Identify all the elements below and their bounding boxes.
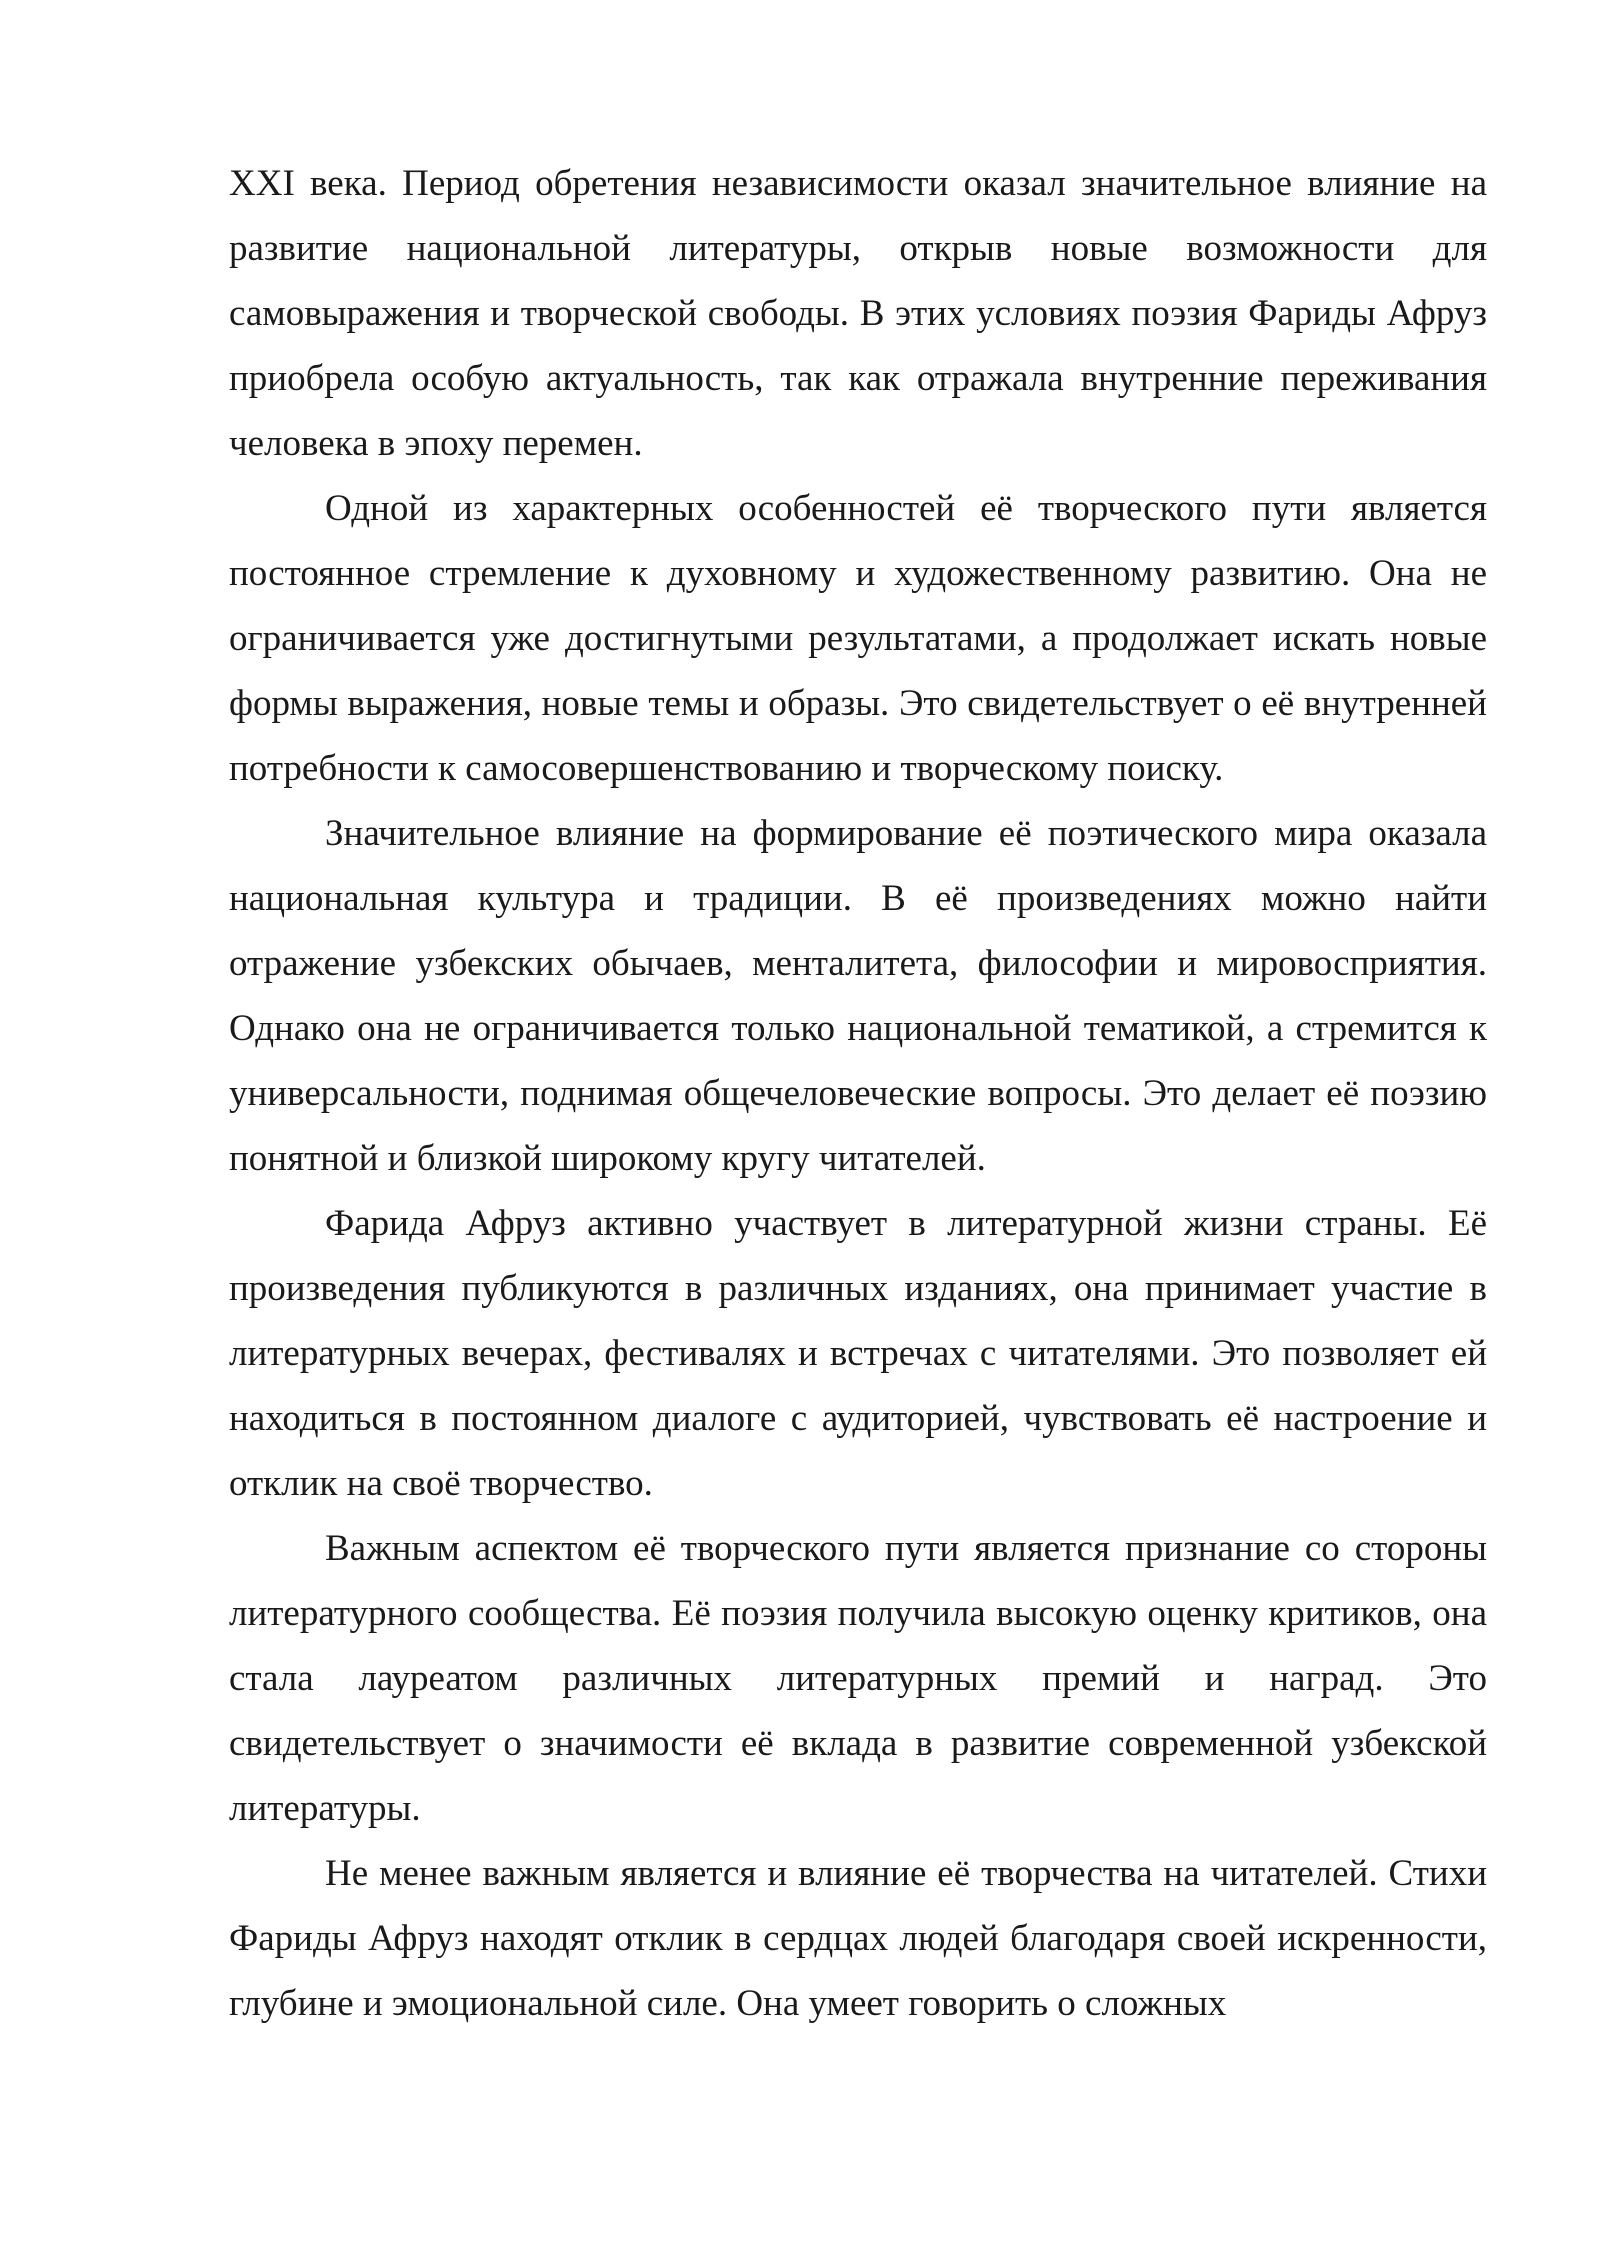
paragraph-6: Не менее важным является и влияние её творчества на читателей. Стихи Фариды Афруз находят отклик в сердцах людей благодаря своей искренности, глубине и эмоциональной силе. Она умеет говорить о сложных — [229, 1853, 1487, 2024]
paragraph-1: XXI века. Период обретения независимости оказал значительное влияние на развитие национальной литературы, открыв новые возможности для самовыражения и творческой свободы. В этих условиях поэзия Фариды Афруз приобрела особую актуальность, так как отражала внутренние переживания человека в эпоху перемен. — [229, 163, 1487, 464]
paragraph-3: Значительное влияние на формирование её поэтического мира оказала национальная культура и традиции. В её произведениях можно найти отражение узбекских обычаев, менталитета, философии и мировосприятия. Однако она не ограничивается только национальной тематикой, а стремится к универсальности, поднимая общечеловеческие вопросы. Это делает её поэзию понятной и близкой широкому кругу читателей. — [229, 813, 1487, 1179]
paragraph-4: Фарида Афруз активно участвует в литературной жизни страны. Её произведения публикуются в различных изданиях, она принимает участие в литературных вечерах, фестивалях и встречах с читателями. Это позволяет ей находиться в постоянном диалоге с аудиторией, чувствовать её настроение и отклик на своё творчество. — [229, 1203, 1487, 1504]
paragraph-5: Важным аспектом её творческого пути является признание со стороны литературного сообщества. Её поэзия получила высокую оценку критиков, она стала лауреатом различных литературных премий и наград. Это свидетельствует о значимости её вклада в развитие современной узбекской литературы. — [229, 1528, 1487, 1829]
paragraph-2: Одной из характерных особенностей её творческого пути является постоянное стремление к духовному и художественному развитию. Она не ограничивается уже достигнутыми результатами, а продолжает искать новые формы выражения, новые темы и образы. Это свидетельствует о её внутренней потребности к самосовершенствованию и творческому поиску. — [229, 488, 1487, 789]
